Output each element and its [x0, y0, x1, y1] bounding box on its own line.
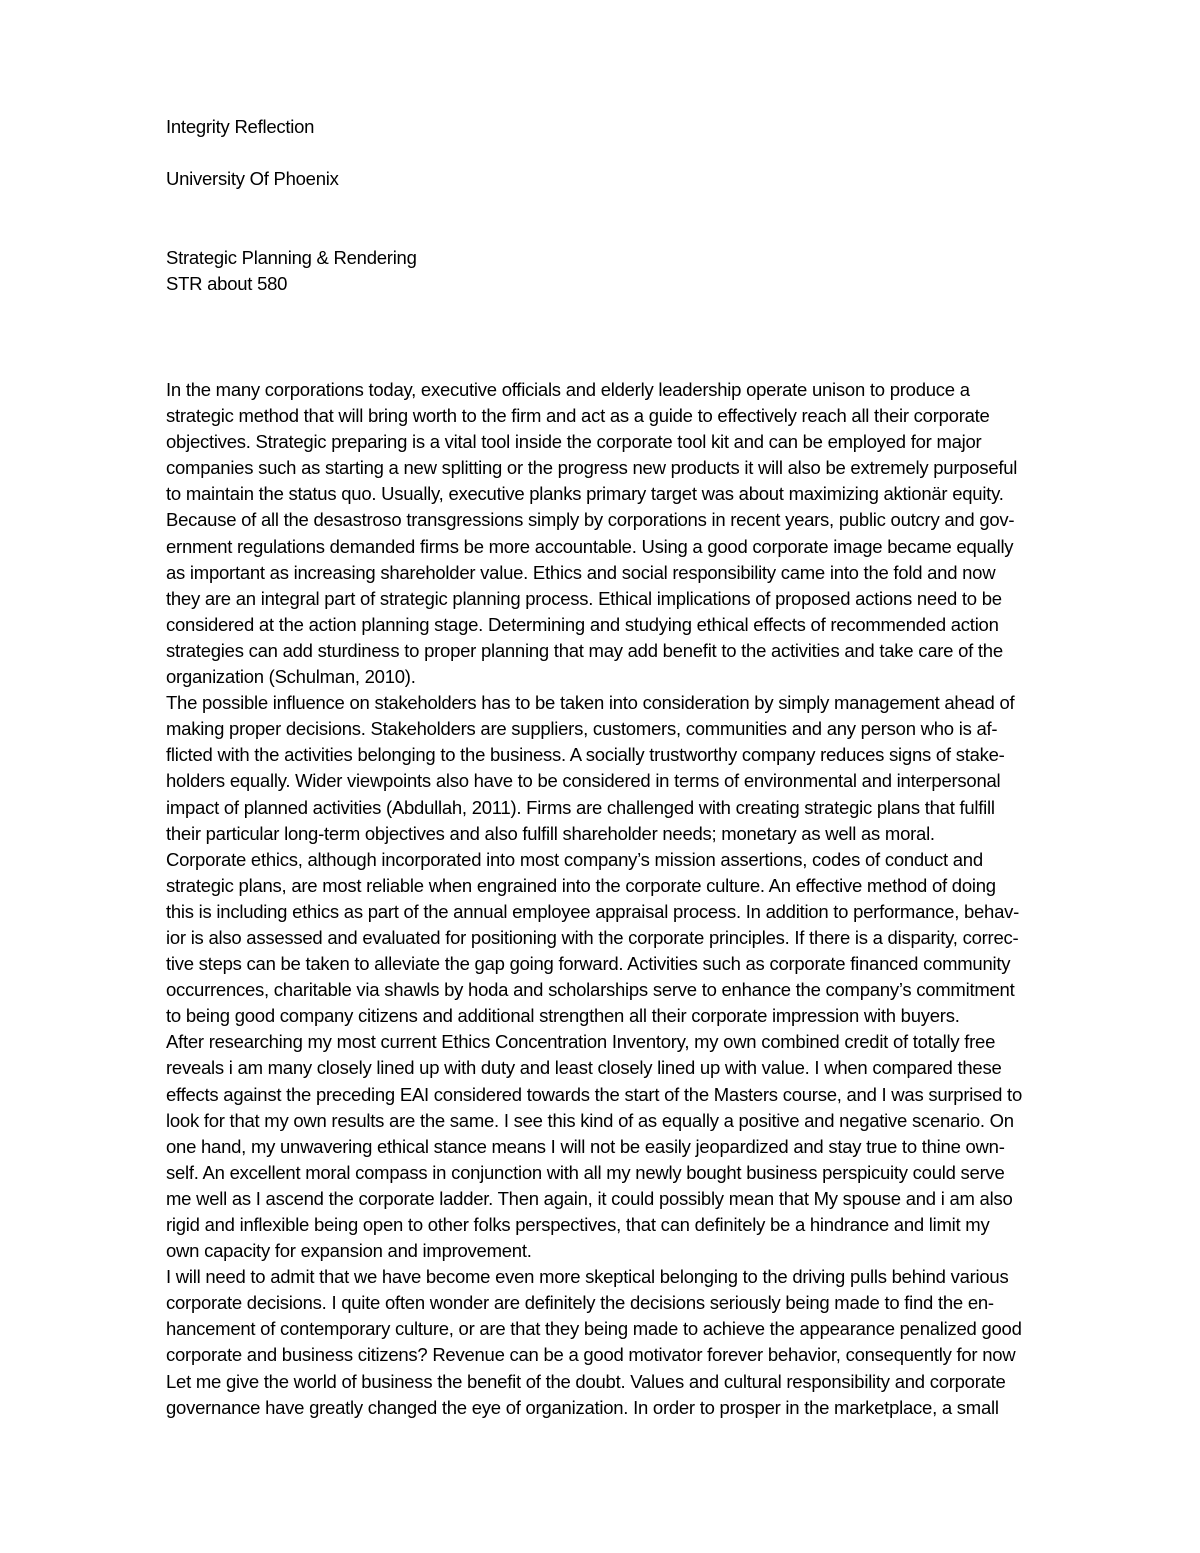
body-line: objectives. Strategic preparing is a vital tool inside the corporate tool kit and can be employed for major — [166, 431, 982, 453]
body-line: strategies can add sturdiness to proper planning that may add benefit to the activities and take care of the — [166, 639, 1003, 661]
body-line: Let me give the world of business the benefit of the doubt. Values and cultural responsibility and corporate — [166, 1370, 1006, 1392]
body-line: flicted with the activities belonging to the business. A socially trustworthy company reduces signs of stake- — [166, 744, 1005, 766]
body-line: organization (Schulman, 2010). — [166, 666, 416, 688]
institution-name: University Of Phoenix — [166, 168, 339, 189]
body-line: they are an integral part of strategic planning process. Ethical implications of proposed actions need to be — [166, 587, 1002, 609]
body-line: ernment regulations demanded firms be more accountable. Using a good corporate image became equally — [166, 535, 1014, 557]
body-line: corporate and business citizens? Revenue can be a good motivator forever behavior, consequently for now — [166, 1344, 1016, 1366]
document-title: Integrity Reflection — [166, 116, 315, 137]
body-line: After researching my most current Ethics Concentration Inventory, my own combined credit of totally free — [166, 1031, 996, 1053]
body-line: In the many corporations today, executive officials and elderly leadership operate unison to produce a — [166, 379, 970, 400]
body-line: me well as I ascend the corporate ladder. Then again, it could possibly mean that My spouse and i am also — [166, 1187, 1013, 1209]
body-line: effects against the preceding EAI considered towards the start of the Masters course, and I was surprised to — [166, 1083, 1022, 1105]
body-line: this is including ethics as part of the annual employee appraisal process. In addition to performance, behav- — [166, 900, 1020, 922]
body-line: strategic method that will bring worth to the firm and act as a guide to effectively reach all their corporate — [166, 405, 990, 427]
course-name: Strategic Planning & Rendering — [166, 247, 417, 268]
body-line: self. An excellent moral compass in conjunction with all my newly bought business perspicuity could serve — [166, 1161, 1005, 1183]
body-line: to maintain the status quo. Usually, executive planks primary target was about maximizing aktionär equity. — [166, 483, 1004, 505]
body-line: hancement of contemporary culture, or are that they being made to achieve the appearance penalized good — [166, 1318, 1022, 1340]
body-text — [166, 377, 1106, 1421]
body-line: ior is also assessed and evaluated for positioning with the corporate principles. If there is a disparity, correc- — [166, 926, 1019, 948]
body-line: their particular long-term objectives and also fulfill shareholder needs; monetary as well as moral. — [166, 822, 935, 844]
body-line: impact of planned activities (Abdullah, 2011). Firms are challenged with creating strategic plans that fulfill — [166, 796, 995, 818]
body-line: Because of all the desastroso transgressions simply by corporations in recent years, public outcry and gov- — [166, 509, 1015, 531]
body-line: to being good company citizens and additional strengthen all their corporate impression with buyers. — [166, 1005, 960, 1027]
body-line: making proper decisions. Stakeholders are suppliers, customers, communities and any person who is af- — [166, 718, 998, 740]
body-line: The possible influence on stakeholders has to be taken into consideration by simply management ahead of — [166, 692, 1015, 714]
body-line: occurrences, charitable via shawls by hoda and scholarships serve to enhance the company’s commitment — [166, 979, 1015, 1001]
body-line: I will need to admit that we have become even more skeptical belonging to the driving pulls behind various — [166, 1266, 1009, 1288]
body-line: look for that my own results are the same. I see this kind of as equally a positive and negative scenario. On — [166, 1109, 1014, 1131]
body-line: considered at the action planning stage. Determining and studying ethical effects of recommended action — [166, 613, 999, 635]
body-line: strategic plans, are most reliable when engrained into the corporate culture. An effective method of doing — [166, 874, 996, 896]
body-line: holders equally. Wider viewpoints also have to be considered in terms of environmental and interpersonal — [166, 770, 1001, 792]
body-line: governance have greatly changed the eye of organization. In order to prosper in the marketplace, a small — [166, 1396, 999, 1418]
body-line: rigid and inflexible being open to other folks perspectives, that can definitely be a hindrance and limit my — [166, 1214, 990, 1235]
body-line: tive steps can be taken to alleviate the gap going forward. Activities such as corporate financed community — [166, 953, 1011, 975]
body-line: Corporate ethics, although incorporated into most company’s mission assertions, codes of conduct and — [166, 848, 983, 870]
body-line: reveals i am many closely lined up with duty and least closely lined up with value. I when compared these — [166, 1057, 1002, 1079]
body-line: own capacity for expansion and improvement. — [166, 1240, 532, 1262]
body-line: one hand, my unwavering ethical stance means I will not be easily jeopardized and stay true to thine own- — [166, 1135, 1005, 1157]
body-line: as important as increasing shareholder value. Ethics and social responsibility came into the fold and now — [166, 561, 996, 583]
course-code: STR about 580 — [166, 273, 288, 294]
body-line: corporate decisions. I quite often wonder are definitely the decisions seriously being made to find the en- — [166, 1292, 994, 1314]
body-line: companies such as starting a new splitting or the progress new products it will also be extremely purposeful — [166, 457, 1018, 479]
